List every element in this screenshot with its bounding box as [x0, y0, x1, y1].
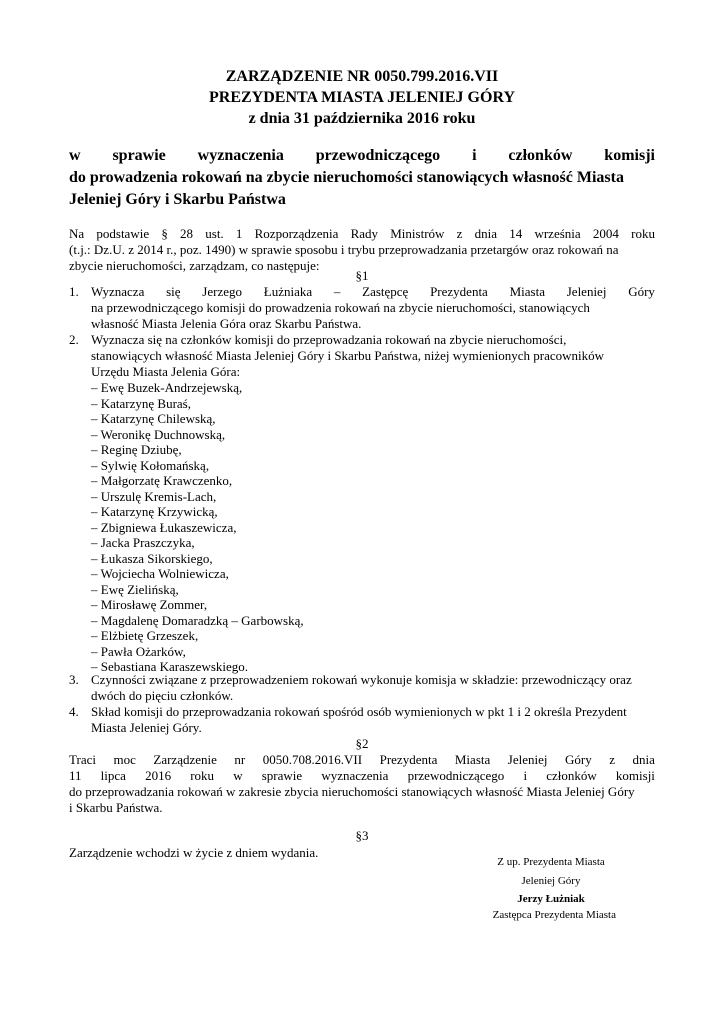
member-list-item: – Urszulę Kremis-Lach, [91, 488, 217, 504]
section-1-symbol: §1 [355, 268, 369, 283]
member-list-item: – Sylwię Kołomańską, [91, 457, 210, 473]
word: z [456, 226, 463, 241]
signature-name: Jerzy Łużniak [517, 893, 585, 905]
word: komisji [615, 768, 655, 783]
word: Zarządzenie [153, 752, 217, 767]
preamble-line-2: (t.j.: Dz.U. z 2014 r., poz. 1490) w sprawie sposobu i trybu przeprowadzania przetargów oraz rokowań na [69, 242, 619, 257]
member-list-item: – Jacka Praszczyka, [91, 535, 195, 550]
word: dnia [632, 752, 655, 767]
word: nr [234, 752, 246, 767]
word: Rozporządzenia [254, 226, 339, 241]
point-2-line-3: Urzędu Miasta Jelenia Góra: [91, 364, 241, 379]
point-1-line-3: własność Miasta Jelenia Góra oraz Skarbu Państwa. [91, 316, 362, 331]
point-3 [91, 672, 655, 704]
section-2-text [69, 752, 655, 816]
title-line-1: ZARZĄDZENIE NR 0050.799.2016.VII [225, 68, 499, 85]
point-4-line-2: Miasta Jeleniej Góry. [91, 720, 202, 735]
point-3-line-2: dwóch do pięciu członków. [91, 688, 234, 703]
section-2-symbol: §2 [355, 736, 369, 751]
member-list-item: – Zbigniewa Łukaszewicza, [91, 519, 237, 535]
point-1-line-1 [91, 284, 655, 300]
word: roku [190, 768, 215, 783]
word: wyznaczenia [321, 768, 389, 783]
word: Jeleniej [566, 284, 607, 299]
word: wyznaczenia [197, 147, 284, 164]
section-2-line-4: i Skarbu Państwa. [69, 800, 163, 815]
word: w [69, 147, 81, 164]
member-list-item: – Ewę Buzek-Andrzejewską, [91, 380, 243, 395]
word: Góry [565, 752, 592, 767]
member-list-item: – Katarzynę Krzywicką, [91, 504, 218, 519]
word: 1 [235, 226, 243, 241]
word: Traci [69, 752, 96, 767]
word: i [523, 768, 528, 783]
subject-line-2: do prowadzenia rokowań na zbycie nieruchomości stanowiących własność Miasta [69, 169, 624, 186]
word: Miasta [454, 752, 491, 767]
point-4 [91, 704, 655, 736]
word: 2004 [592, 226, 619, 241]
point-4-line-1: Skład komisji do przeprowadzania rokowań spośród osób wymienionych w pkt 1 i 2 określa Prezydent [91, 704, 627, 719]
point-2 [91, 332, 655, 380]
word: sprawie [261, 768, 303, 783]
title-line-2: PREZYDENTA MIASTA JELENIEJ GÓRY [208, 89, 515, 106]
word: Jeleniej [507, 752, 548, 767]
point-1-number: 1. [69, 284, 79, 299]
signature-line-1: Z up. Prezydenta Miasta [497, 856, 605, 868]
word: i [472, 147, 477, 164]
point-2-line-1: Wyznacza się na członków komisji do przeprowadzania rokowań na zbycie nieruchomości, [91, 332, 567, 347]
word: przewodniczącego [407, 768, 505, 783]
word: w [233, 768, 243, 783]
word: 2016 [145, 768, 172, 783]
member-list-item: – Pawła Ożarków, [91, 643, 186, 659]
member-list-item: – Elżbietę Grzeszek, [91, 628, 199, 643]
subject-line-1 [69, 147, 655, 165]
member-list-item: – Reginę Dziubę, [91, 442, 182, 457]
point-3-line-1: Czynności związane z przeprowadzeniem rokowań wykonuje komisja w składzie: przewodniczący oraz [91, 672, 632, 687]
word: Miasta [509, 284, 545, 299]
point-1-line-2: na przewodniczącego komisji do prowadzenia rokowań na zbycie nieruchomości, stanowiących [91, 300, 590, 315]
member-list-item: – Weronikę Duchnowską, [91, 426, 226, 442]
word: Zastępcę [362, 284, 409, 299]
word: Góry [628, 284, 655, 299]
section-2-line-2 [69, 768, 655, 784]
word: Na [69, 226, 85, 241]
member-list-item: – Katarzynę Chilewską, [91, 411, 216, 426]
word: z [609, 752, 616, 767]
point-2-number: 2. [69, 332, 79, 347]
title-line-3: z dnia 31 października 2016 roku [248, 110, 476, 127]
member-list-item: – Małgorzatę Krawczenko, [91, 473, 233, 488]
member-list-item: – Ewę Zielińską, [91, 581, 179, 597]
word: 0050.708.2016.VII [262, 752, 363, 767]
member-list-item: – Łukasza Sikorskiego, [91, 550, 213, 566]
member-list-item: – Magdalenę Domaradzką – Garbowską, [91, 612, 304, 628]
member-list-item: – Wojciecha Wolniewicza, [91, 566, 229, 581]
signature-role: Zastępca Prezydenta Miasta [492, 909, 616, 921]
point-1 [91, 284, 655, 332]
member-list-item: – Katarzynę Buraś, [91, 395, 191, 411]
word: roku [631, 226, 655, 241]
section-3-symbol: §3 [355, 828, 369, 843]
point-4-number: 4. [69, 704, 79, 719]
word: Rady [350, 226, 379, 241]
preamble-line-3: zbycie nieruchomości, zarządzam, co następuje: [69, 258, 320, 273]
section-2-line-1 [69, 752, 655, 768]
member-list-item: – Mirosławę Zommer, [91, 597, 208, 612]
word: moc [113, 752, 136, 767]
section-3-text: Zarządzenie wchodzi w życie z dniem wydania. [69, 845, 319, 860]
word: członków [508, 147, 573, 164]
word: Jerzego [202, 284, 242, 299]
word: września [534, 226, 581, 241]
word: Prezydenta [430, 284, 488, 299]
subject-words [69, 147, 655, 165]
word: członków [546, 768, 597, 783]
point-3-number: 3. [69, 672, 79, 687]
preamble-line-1 [69, 226, 655, 242]
word: przewodniczącego [315, 147, 441, 164]
word: lipca [100, 768, 126, 783]
preamble [69, 226, 655, 274]
word: podstawie [96, 226, 150, 241]
word: komisji [604, 147, 655, 164]
subject-line-3: Jeleniej Góry i Skarbu Państwa [69, 191, 286, 208]
member-list-item: – Sebastiana Karaszewskiego. [91, 659, 249, 674]
word: dnia [474, 226, 498, 241]
word: Wyznacza [91, 284, 145, 299]
word: – [333, 284, 341, 299]
word: 14 [509, 226, 523, 241]
word: 28 [180, 226, 194, 241]
word: 11 [69, 768, 82, 783]
word: Łużniaka [263, 284, 313, 299]
word: ust. [205, 226, 224, 241]
signature-line-2: Jeleniej Góry [521, 875, 581, 887]
point-2-line-2: stanowiących własność Miasta Jeleniej Góry i Skarbu Państwa, niżej wymienionych pracowników [91, 348, 605, 363]
word: § [161, 226, 168, 241]
word: Prezydenta [379, 752, 438, 767]
word: sprawie [112, 147, 166, 164]
word: Ministrów [390, 226, 445, 241]
word: się [166, 284, 181, 299]
section-2-line-3: do przeprowadzania rokowań w zakresie zbycia nieruchomości stanowiących własność Miasta Jeleniej Góry [69, 784, 635, 799]
